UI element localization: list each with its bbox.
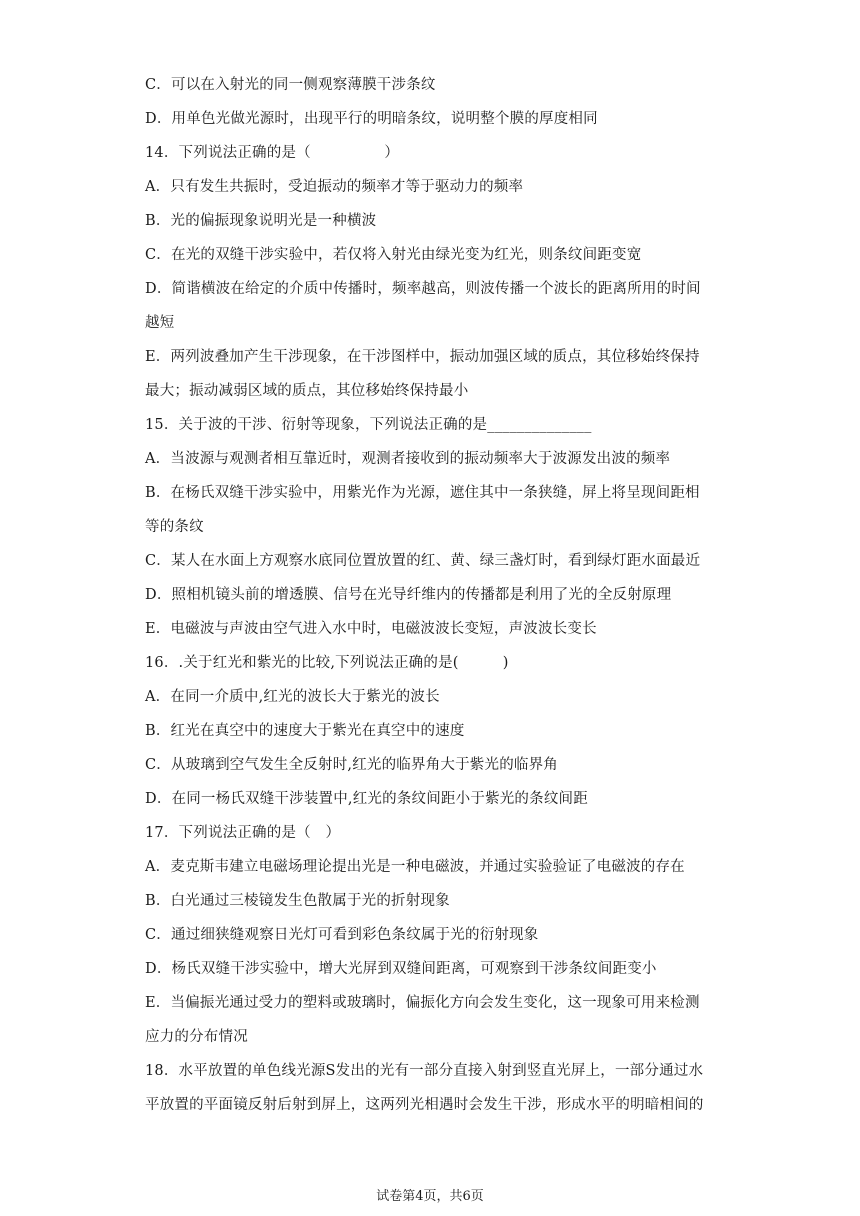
page-footer: 试卷第4页，共6页 (376, 1189, 484, 1204)
option-line: A．麦克斯韦建立电磁场理论提出光是一种电磁波，并通过实验验证了电磁波的存在 (145, 859, 685, 875)
option-line: A．当波源与观测者相互靠近时，观测者接收到的振动频率大于波源发出波的频率 (145, 451, 671, 467)
option-line: A．只有发生共振时，受迫振动的频率才等于驱动力的频率 (145, 179, 524, 195)
option-line: D．在同一杨氏双缝干涉装置中,红光的条纹间距小于紫光的条纹间距 (145, 791, 588, 807)
option-line: D．简谐横波在给定的介质中传播时，频率越高，则波传播一个波长的距离所用的时间 (145, 281, 701, 297)
option-line: D．照相机镜头前的增透膜、信号在光导纤维内的传播都是利用了光的全反射原理 (145, 587, 672, 603)
question-18-stem-continued: 平放置的平面镜反射后射到屏上，这两列光相遇时会发生干涉，形成水平的明暗相间的 (145, 1097, 704, 1113)
page-content (145, 68, 725, 1122)
option-line-continued: 等的条纹 (145, 519, 204, 535)
question-16-stem: 16．.关于红光和紫光的比较,下列说法正确的是( ) (145, 655, 509, 671)
option-line: B．在杨氏双缝干涉实验中，用紫光作为光源，遮住其中一条狭缝，屏上将呈现间距相 (145, 485, 700, 501)
question-17-stem: 17．下列说法正确的是（ ） (145, 825, 341, 841)
question-14-stem: 14．下列说法正确的是（ ） (145, 145, 400, 161)
option-line: B．光的偏振现象说明光是一种横波 (145, 213, 377, 229)
option-line: D．杨氏双缝干涉实验中，增大光屏到双缝间距离，可观察到干涉条纹间距变小 (145, 961, 657, 977)
option-line: D．用单色光做光源时，出现平行的明暗条纹，说明整个膜的厚度相同 (145, 111, 598, 127)
option-line: C．从玻璃到空气发生全反射时,红光的临界角大于紫光的临界角 (145, 757, 559, 773)
option-line: B．白光通过三棱镜发生色散属于光的折射现象 (145, 893, 450, 909)
option-line: E．电磁波与声波由空气进入水中时，电磁波波长变短，声波波长变长 (145, 621, 597, 637)
option-line-continued: 应力的分布情况 (145, 1029, 248, 1045)
question-15-stem: 15．关于波的干涉、衍射等现象，下列说法正确的是______________ (145, 417, 592, 433)
option-line: C．可以在入射光的同一侧观察薄膜干涉条纹 (145, 77, 436, 93)
option-line: A．在同一介质中,红光的波长大于紫光的波长 (145, 689, 440, 705)
option-line: C．在光的双缝干涉实验中，若仅将入射光由绿光变为红光，则条纹间距变宽 (145, 247, 642, 263)
option-line: E．两列波叠加产生干涉现象，在干涉图样中，振动加强区域的质点，其位移始终保持 (145, 349, 700, 365)
option-line: E．当偏振光通过受力的塑料或玻璃时，偏振化方向会发生变化，这一现象可用来检测 (145, 995, 700, 1011)
option-line: C．某人在水面上方观察水底同位置放置的红、黄、绿三盏灯时，看到绿灯距水面最近 (145, 553, 701, 569)
option-line-continued: 最大；振动减弱区域的质点，其位移始终保持最小 (145, 383, 469, 399)
option-line: B．红光在真空中的速度大于紫光在真空中的速度 (145, 723, 465, 739)
option-line-continued: 越短 (145, 315, 175, 331)
question-18-stem: 18．水平放置的单色线光源S发出的光有一部分直接入射到竖直光屏上，一部分通过水 (145, 1063, 704, 1079)
option-line: C．通过细狭缝观察日光灯可看到彩色条纹属于光的衍射现象 (145, 927, 539, 943)
